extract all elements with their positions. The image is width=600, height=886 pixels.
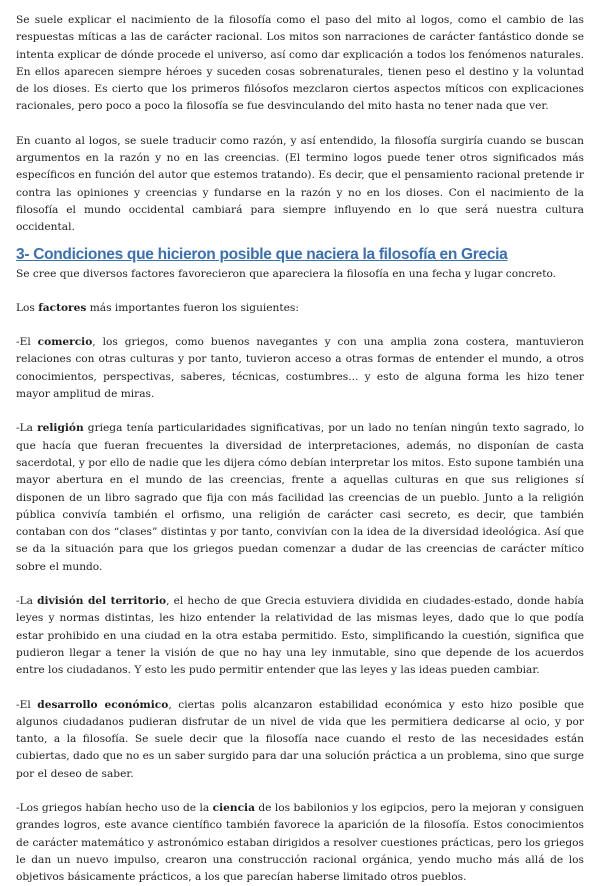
factors-intro-post: más importantes fueron los siguientes: [86,301,299,314]
factor-economico-term: desarrollo económico [37,698,169,711]
factor-comercio-pre: -El [16,336,38,349]
factor-economico-text: , ciertas polis alcanzaron estabilidad económica y esto hizo posible que algunos ciudadanos pudieran disfrutar de un nivel de vida que les permitiera dedicarse al ocio, y por tanto, a la filosofía. Se suele decir que la filosofía nace cuando el resto de las necesidades están cubiertas, dado que no es un saber surgido para dar una solución práctica a un problema, sino que surge por el deseo de saber. [16,698,584,780]
factors-intro-pre: Los [16,301,39,314]
section-heading: 3- Condiciones que hicieron posible que naciera la filosofía en Grecia [16,245,508,263]
factor-territorio-term: división del territorio [37,595,167,608]
factor-ciencia-term: ciencia [212,801,255,814]
factor-ciencia-text: de los babilonios y los egipcios, pero la mejoran y consiguen grandes logros, este avance científico también favorece la aparición de la filosofía. Estos conocimientos de carácter matemático y astronómico estaban dirigidos a resolver cuestiones prácticas, pero los griegos le dan un nuevo impulso, crearon una construcción racional orgánica, yendo mucho más allá de los objetivos básicamente prácticos, a los que parecían haberse limitado otros pueblos. [16,801,584,884]
factor-ciencia-pre: -Los griegos habían hecho uso de la [16,801,213,814]
factor-religion [16,420,584,576]
factor-religion-text: griega tenía particularidades significativas, por un lado no tenían ningún texto sagrado, lo que hacía que fueran frecuentes la diversidad de interpretaciones, además, no disponían de casta sacerdotal, y por ello de nadie que les dijera cómo debían interpretar los mitos. Esto supone también una mayor abertura en el mundo de las creencias, frente a aquellas culturas en que sus religiones sí disponen de un libro sagrado que fija con más facilidad las creencias de un pueblo. Junto a la religión pública convivía también el orfismo, una religión de carácter casi secreto, es decir, que también contaban con dos “clases” distintas y por tanto, convivían con la idea de la diversidad ideológica. Así que se da la situación para que los griegos puedan comenzar a dudar de las creencias de carácter mítico sobre el mundo. [16,422,584,573]
factor-comercio-term: comercio [37,336,93,349]
factors-intro [16,300,584,317]
factor-religion-term: religión [37,422,84,435]
factor-territorio-text: , el hecho de que Grecia estuviera dividida en ciudades-estado, donde había leyes y normas distintas, les hizo entender la relatividad de las mismas leyes, dado que lo que podía estar prohibido en una ciudad en la otra estaba permitido. Esto, simplificando la cuestión, significa que pudieron llegar a tener la visión de que no hay una ley inmutable, sino que depende de los acuerdos entre los ciudadanos. Y esto les pudo permitir entender que las leyes y las ideas pueden cambiar. [16,595,584,677]
factors-term: factores [38,301,87,314]
document-page [16,12,584,886]
factor-ciencia [16,800,584,886]
factor-religion-pre: -La [16,422,38,435]
factor-economico-pre: -El [16,698,38,711]
factor-comercio [16,334,584,403]
intro-paragraph-mito: Se suele explicar el nacimiento de la filosofía como el paso del mito al logos, como el cambio de las respuestas míticas a las de carácter racional. Los mitos son narraciones de carácter fantástico donde se intenta explicar de dónde procede el universo, así como dar explicación a todos los fenómenos naturales. En ellos aparecen siempre héroes y suceden cosas sobrenaturales, tienen peso el destino y la voluntad de los dioses. Es cierto que los primeros filósofos mezclaron ciertos aspectos míticos con explicaciones racionales, pero poco a poco la filosofía se fue desvinculando del mito hasta no tener nada que ver. [16,14,584,113]
factor-territorio-pre: -La [16,595,38,608]
factor-economico [16,697,584,783]
factor-territorio [16,593,584,679]
factor-comercio-text: , los griegos, como buenos navegantes y con una amplia zona costera, mantuvieron relaciones con otras culturas y por tanto, tuvieron acceso a otras formas de entender el mundo, a otros conocimientos, perspectivas, saberes, técnicas, costumbres... y esto de alguna forma les hizo tener mayor amplitud de miras. [16,336,584,401]
intro-paragraph-logos: En cuanto al logos, se suele traducir como razón, y así entendido, la filosofía surgiría cuando se buscan argumentos en la razón y no en las creencias. (El termino logos puede tener otros significados más específicos en función del autor que estemos tratando). Es decir, que el pensamiento racional pretende ir contra las opiniones y creencias y fundarse en la razón y no en los dioses. Con el nacimiento de la filosofía el mundo occidental cambiará para siempre influyendo en lo que será nuestra cultura occidental. [16,134,584,234]
section-lead: Se cree que diversos factores favorecieron que apareciera la filosofía en una fecha y lugar concreto. [16,267,557,280]
